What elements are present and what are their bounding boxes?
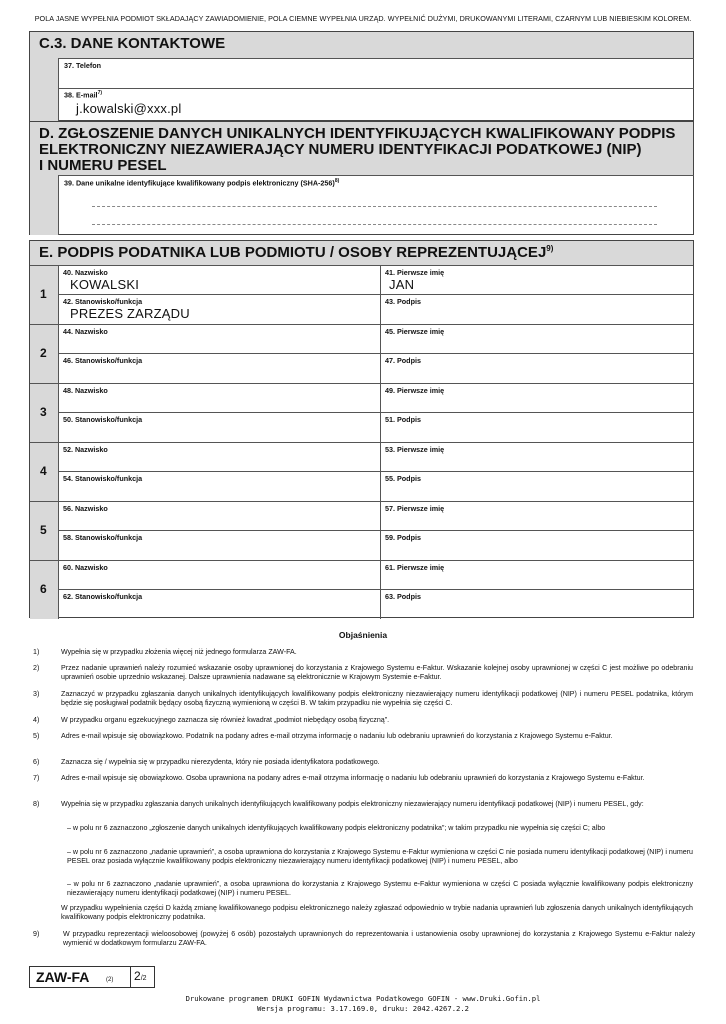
section-c3	[29, 31, 694, 121]
surname-label: 44. Nazwisko	[63, 327, 108, 336]
section-e	[29, 240, 694, 618]
form-code: ZAW-FA	[36, 969, 90, 985]
signature-label: 43. Podpis	[385, 297, 421, 306]
first-name-label: 61. Pierwsze imię	[385, 563, 445, 572]
row-number: 3	[40, 405, 47, 419]
email-field[interactable]: j.kowalski@xxx.pl	[76, 101, 182, 116]
surname-label: 60. Nazwisko	[63, 563, 108, 572]
position-label: 62. Stanowisko/funkcja	[63, 592, 143, 601]
form-version: (2)	[106, 977, 114, 983]
signature-label: 59. Podpis	[385, 533, 421, 542]
surname-field[interactable]: KOWALSKI	[70, 277, 140, 292]
row-number: 1	[40, 287, 47, 301]
signature-label: 47. Podpis	[385, 356, 421, 365]
surname-label: 56. Nazwisko	[63, 504, 108, 513]
email-label: 38. E-mail$^{7)}$	[64, 90, 103, 100]
first-name-label: 49. Pierwsze imię	[385, 386, 445, 395]
signature-label: 63. Podpis	[385, 592, 421, 601]
position-label: 42. Stanowisko/funkcja	[63, 297, 143, 306]
page-number: 2/2	[134, 969, 147, 983]
first-name-label: 57. Pierwsze imię	[385, 504, 445, 513]
phone-label: 37. Telefon	[64, 61, 102, 70]
section-d	[29, 121, 694, 235]
footer-version: Wersja programu: 3.17.169.0, druku: 2042.4267.2.2	[256, 1004, 470, 1013]
row-number: 2	[40, 346, 47, 360]
form-instruction: POLA JASNE WYPEŁNIA PODMIOT SKŁADAJĄCY ZAWIADOMIENIE, POLA CIEMNE WYPEŁNIA URZĄD. WYPEŁNIĆ DUŻYMI, DRUKOWANYMI LITERAMI, CZARNYM LUB NIEBIESKIM KOLOREM.	[34, 14, 692, 23]
section-c3-title: C.3. DANE KONTAKTOWE	[30, 32, 693, 58]
first-name-field[interactable]: JAN	[389, 277, 415, 292]
surname-label: 52. Nazwisko	[63, 445, 108, 454]
section-e-title: E. PODPIS PODATNIKA LUB PODMIOTU / OSOBY REPREZENTUJĄCEJ$^{9)}$	[30, 241, 693, 265]
first-name-label: 53. Pierwsze imię	[385, 445, 445, 454]
footer-printed-by: Drukowane programem DRUKI GOFIN Wydawnictwa Podatkowego GOFIN - www.Druki.Gofin.pl	[185, 994, 541, 1003]
position-label: 46. Stanowisko/funkcja	[63, 356, 143, 365]
first-name-label: 41. Pierwsze imię	[385, 268, 445, 277]
surname-label: 40. Nazwisko	[63, 268, 108, 277]
position-label: 58. Stanowisko/funkcja	[63, 533, 143, 542]
position-label: 54. Stanowisko/funkcja	[63, 474, 143, 483]
sha256-label: 39. Dane unikalne identyfikujące kwalifikowany podpis elektroniczny $(SHA-256)^{8)}$	[64, 178, 340, 188]
sha256-line-2[interactable]	[92, 224, 657, 225]
form-code-box	[29, 966, 155, 988]
sha256-line-1[interactable]	[92, 206, 657, 207]
position-label: 50. Stanowisko/funkcja	[63, 415, 143, 424]
explanations-title: Objaśnienia	[338, 630, 388, 640]
row-number: 4	[40, 464, 47, 478]
signature-label: 55. Podpis	[385, 474, 421, 483]
row-number: 5	[40, 523, 47, 537]
row-number: 6	[40, 582, 47, 596]
position-field[interactable]: PREZES ZARZĄDU	[70, 306, 190, 321]
section-d-title: D. ZGŁOSZENIE DANYCH UNIKALNYCH IDENTYFIKUJĄCYCH KWALIFIKOWANY PODPIS ELEKTRONICZNY NIEZAWIERAJĄCY NUMERU IDENTYFIKACJI PODATKOWEJ (NIP) I NUMERU PESEL	[30, 122, 693, 175]
signature-label: 51. Podpis	[385, 415, 421, 424]
surname-label: 48. Nazwisko	[63, 386, 108, 395]
first-name-label: 45. Pierwsze imię	[385, 327, 445, 336]
